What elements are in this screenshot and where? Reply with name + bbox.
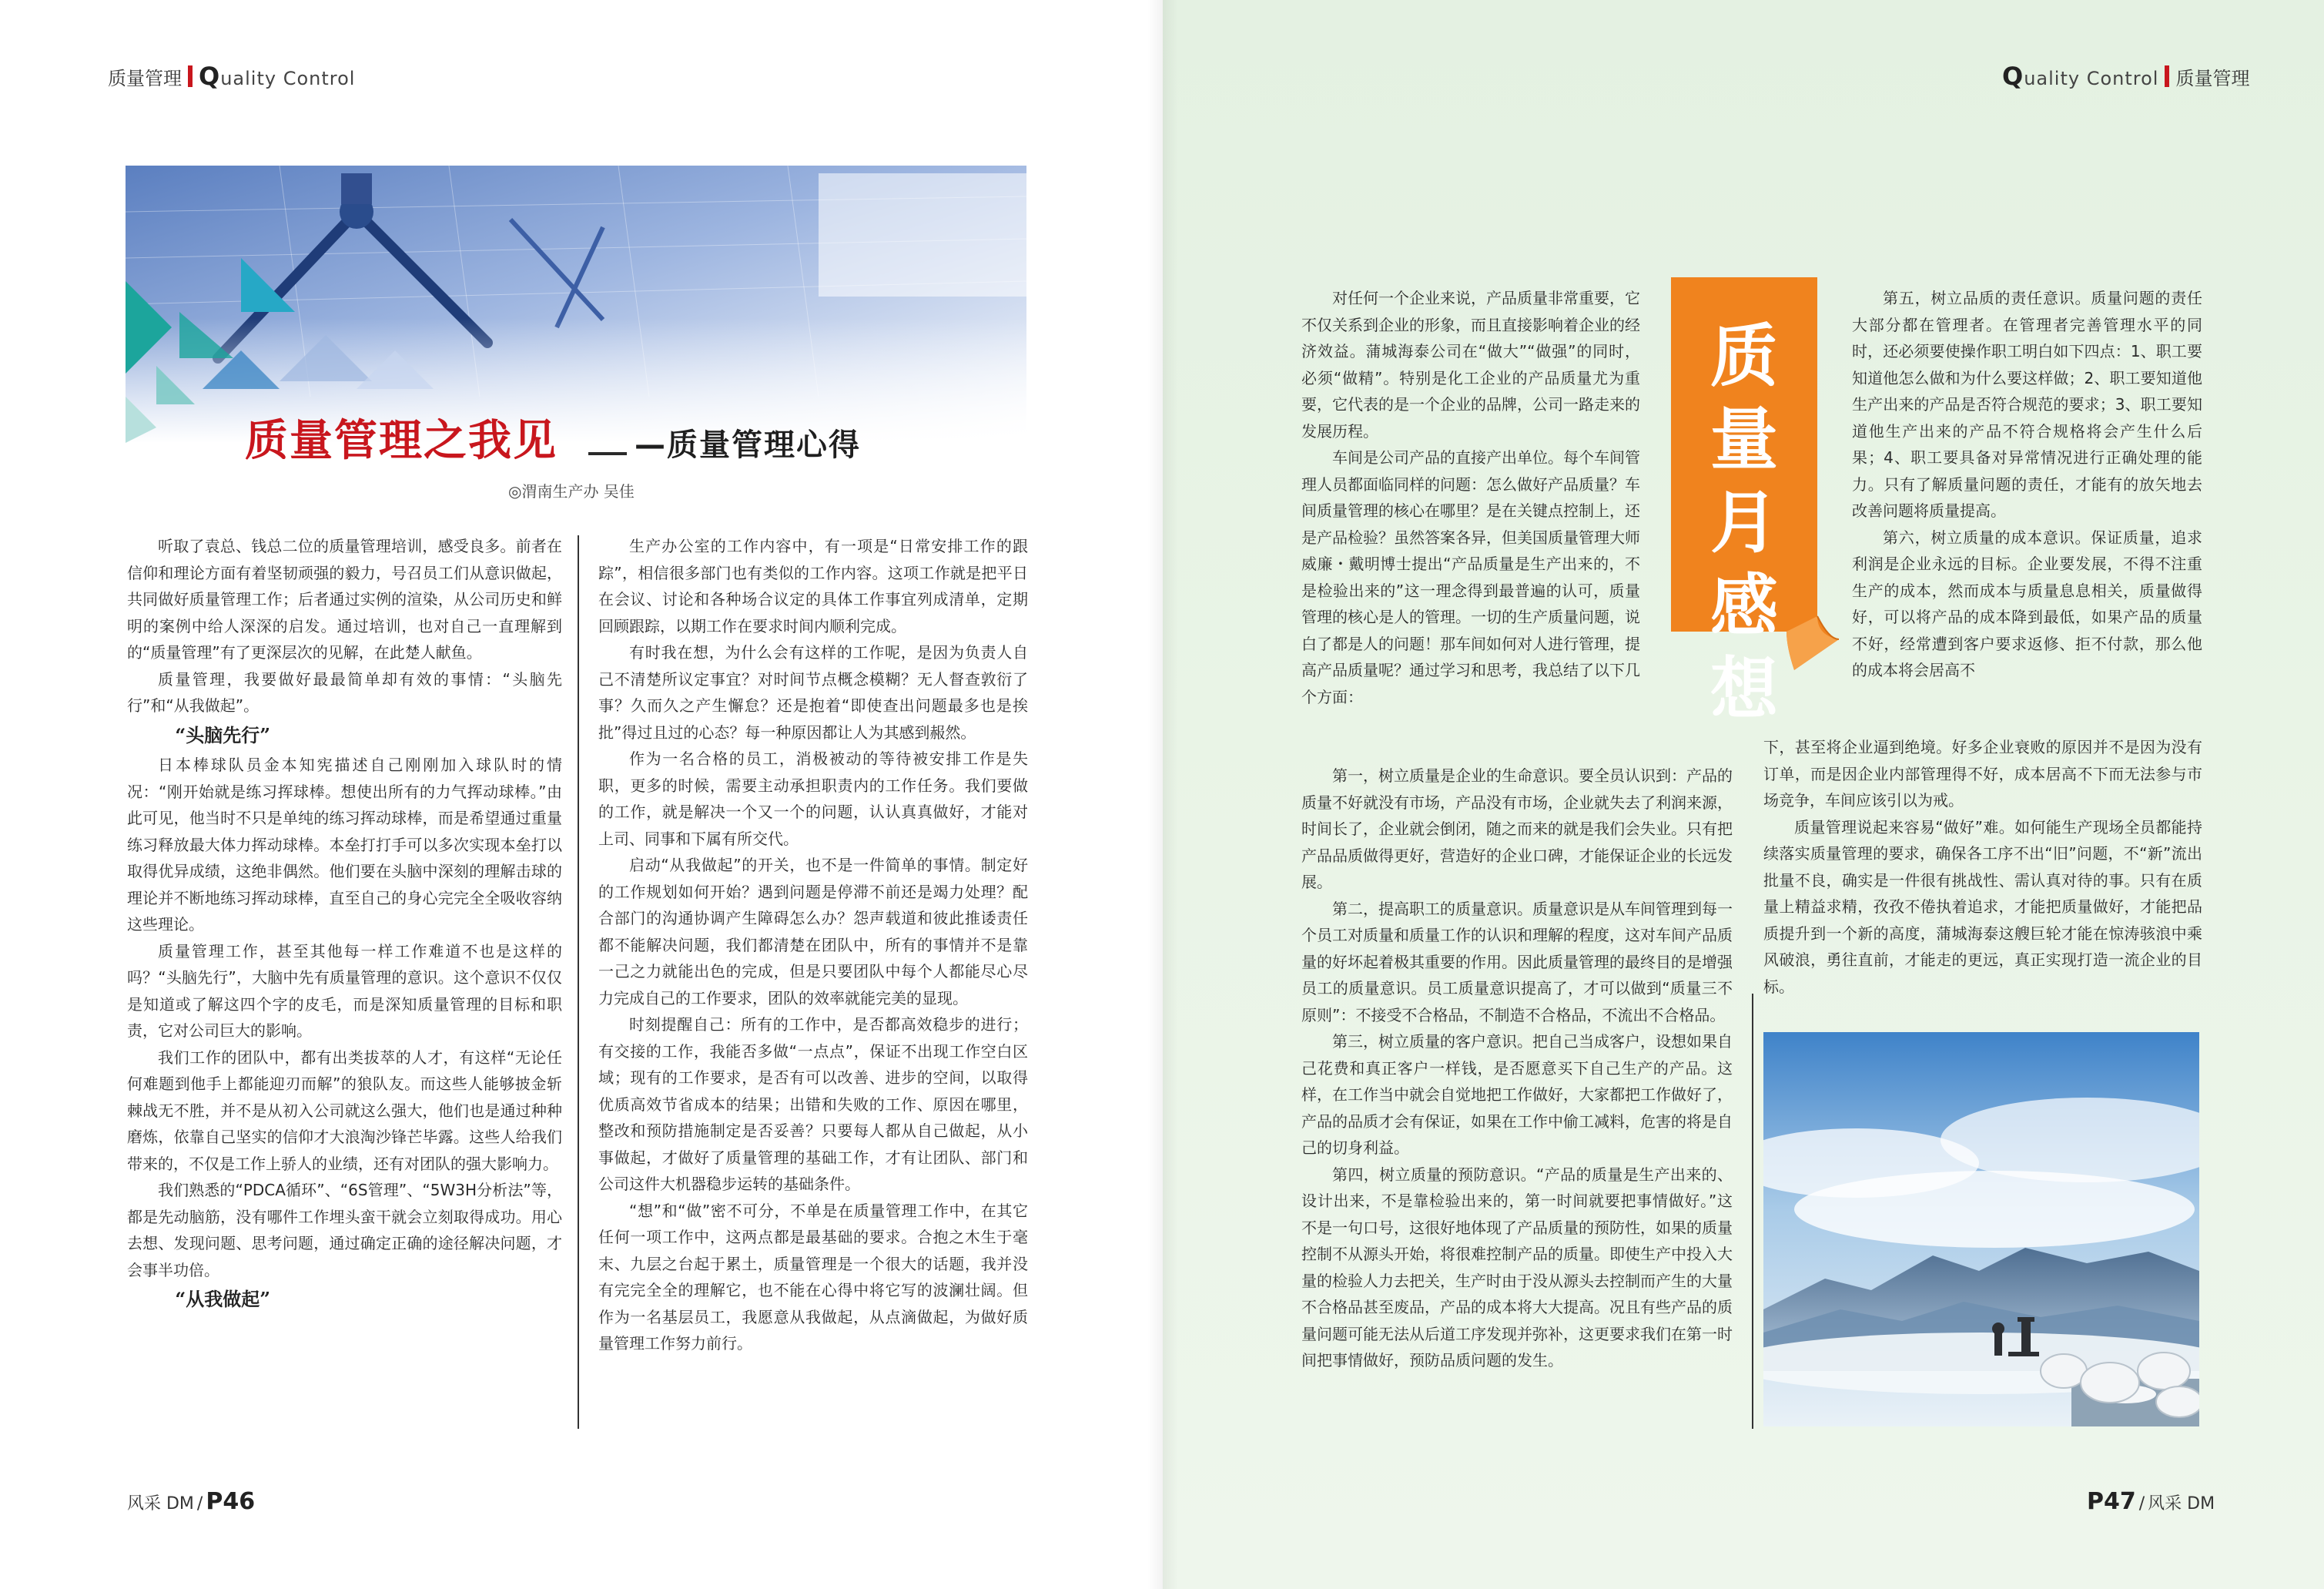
page-number: P47: [2087, 1488, 2136, 1515]
running-head-left: [108, 62, 355, 91]
article-title: 质量管理之我见: [245, 416, 558, 466]
essay-column-2-bottom: [1763, 734, 2202, 1000]
paragraph: 质量管理说起来容易“做好”难。如何能生产现场全员都能持续落实质量管理的要求，确保各工序不出“旧”问题，不“新”流出批量不良，确实是一件很有挑战性、需认真对待的事。只有在质量上精益求精，孜孜不倦执着追求，才能把质量做好，才能把品质提升到一个新的高度，蒲城海泰这艘巨轮才能在惊涛骇浪中乘风破浪，勇往直前，才能走的更远，真正实现打造一流企业的目标。: [1763, 817, 2202, 996]
paragraph: 生产办公室的工作内容中，有一项是“日常安排工作的跟踪”，相信很多部门也有类似的工作内容。这项工作就是把平日在会议、讨论和各种场合议定的具体工作事宜列成清单，定期回顾跟踪，以期工作在要求时间内顺利完成。: [598, 537, 1028, 635]
article-byline: ◎渭南生产办 吴佳: [508, 482, 635, 501]
section-heading: “头脑先行”: [175, 723, 270, 746]
mountain-chess-photo: [1763, 1032, 2199, 1426]
article-banner: [126, 166, 1026, 443]
paragraph: 时刻提醒自己：所有的工作中，是否都高效稳步的进行；有交接的工作，我能否多做“一点点”，保证不出现工作空白区域；现有的工作要求，是否有可以改善、进步的空间，以取得优质高效节省成本的结果；出错和失败的工作、原因在哪里，整改和预防措施制定是否妥善？只要每人都从自己做起，从小事做起，才做好了质量管理的基础工作，才有让团队、部门和公司这件大机器稳步运转的基础条件。: [598, 1015, 1028, 1193]
section-heading: “从我做起”: [175, 1288, 270, 1310]
article-subtitle: —质量管理心得: [635, 427, 861, 463]
article-column-2: [598, 533, 1028, 1357]
article-column-1: [127, 533, 562, 1316]
paragraph: 作为一名合格的员工，消极被动的等待被安排工作是失职，更多的时候，需要主动承担职责内的工作任务。我们要做的工作，就是解决一个又一个的问题，认认真真做好，才能对上司、同事和下属有所交代。: [598, 749, 1028, 848]
essay-column-1-top: [1301, 285, 1640, 710]
column-divider: [578, 535, 579, 1429]
paragraph: 车间是公司产品的直接产出单位。每个车间管理人员都面临同样的问题：怎么做好产品质量？车间质量管理的核心在哪里？是在关键点控制上，还是产品检验？虽然答案各异，但美国质量管理大师威廉・戴明博士提出“产品质量是生产出来的，不是检验出来的”这一理念得到最普遍的认可，质量管理的核心是人的管理。一切的生产质量问题，说白了都是人的问题！那车间如何对人进行管理，提高产品质量呢？通过学习和思考，我总结了以下几个方面：: [1301, 448, 1640, 706]
paragraph: 下，甚至将企业逼到绝境。好多企业衰败的原因并不是因为没有订单，而是因企业内部管理得不好，成本居高不下而无法参与市场竞争，车间应该引以为戒。: [1763, 738, 2202, 810]
tag-title: 质 量 月 感 想: [1710, 316, 1778, 729]
title-dash: [588, 452, 627, 455]
running-head-right: [2002, 62, 2249, 91]
section-label: 质量管理: [2175, 67, 2250, 89]
paragraph: “想”和“做”密不可分，不单是在质量管理工作中，在其它任何一项工作中，这两点都是最基础的要求。合抱之木生于毫末、九层之台起于累土，质量管理是一个很大的话题，我并没有完完全全的理解它，也不能在心得中将它写的波澜壮阔。但作为一名基层员工，我愿意从我做起，从点滴做起，为做好质量管理工作努力前行。: [598, 1201, 1028, 1353]
paragraph: 第二，提高职工的质量意识。质量意识是从车间管理到每一个员工对质量和质量工作的认识和理解的程度，这对车间产品质量的好坏起着极其重要的作用。因此质量管理的最终目的是增强员工的质量意识。员工质量意识提高了，才可以做到“质量三不原则”：不接受不合格品，不制造不合格品，不流出不合格品。: [1301, 899, 1733, 1024]
essay-column-2-top: [1852, 285, 2202, 684]
paragraph: 第四，树立质量的预防意识。“产品的质量是生产出来的、设计出来，不是靠检验出来的，第一时间就要把事情做好。”这不是一句口号，这很好地体现了产品质量的预防性，如果的质量控制不从源头开始，将很难控制产品的质量。即使生产中投入大量的检验人力去把关，生产时由于没从源头去控制而产生的大量不合格品甚至废品，产品的成本将大大提高。况且有些产品的质量问题可能无法从后道工序发现并弥补，这更要求我们在第一时间把事情做好，预防品质问题的发生。: [1301, 1165, 1733, 1369]
spine-shadow: [1147, 0, 1178, 1589]
title-tag: [1671, 277, 1839, 729]
red-bar: [2165, 65, 2169, 87]
compass-blueprint-image: [126, 166, 1026, 443]
paragraph: 第六，树立质量的成本意识。保证质量，追求利润是企业永远的目标。企业要发展，不得不注重生产的成本，然而成本与质量息息相关，质量做得好，可以将产品的成本降到最低，如果产品的质量不好，经常遭到客户要求返修、拒不付款，那么他的成本将会居高不: [1852, 528, 2202, 679]
paragraph: 第五，树立品质的责任意识。质量问题的责任大部分都在管理者。在管理者完善管理水平的同时，还必须要使操作职工明白如下四点：1、职工要知道他怎么做和为什么要这样做；2、职工要知道他生产出来的产品是否符合规范的要求；3、职工要知道他生产出来的产品不符合规格将会产生什么后果；4、职工要具备对异常情况进行正确处理的能力。只有了解质量问题的责任，才能有的放矢地去改善问题将质量提高。: [1852, 289, 2202, 520]
paragraph: 质量管理，我要做好最最简单却有效的事情：“头脑先行”和“从我做起”。: [127, 669, 562, 715]
brand-label: Quality Control: [2002, 62, 2159, 91]
paragraph: 有时我在想，为什么会有这样的工作呢，是因为负责人自己不清楚所议定事宜？对时间节点概念模糊？无人督查敦衍了事？久而久之产生懈怠？还是抱着“即使查出问题最多也是挨批”得过且过的心态？每一种原因都让人为其感到赧然。: [598, 643, 1028, 742]
paragraph: 日本棒球队员金本知宪描述自己刚刚加入球队时的情况：“刚开始就是练习挥球棒。想使出所有的力气挥动球棒。”由此可见，他当时不只是单纯的练习挥动球棒，而是希望通过重量练习释放最大体力挥动球棒。本垒打打手可以多次实现本垒打以取得优异成绩，这绝非偶然。他们要在头脑中深刻的理解击球的理论并不断地练习挥动球棒，直至自己的身心完完全全吸收容纳这些理论。: [127, 756, 562, 934]
paragraph: 对任何一个企业来说，产品质量非常重要，它不仅关系到企业的形象，而且直接影响着企业的经济效益。蒲城海泰公司在“做大”“做强”的同时，必须“做精”。特别是化工企业的产品质量尤为重要，它代表的是一个企业的品牌，公司一路走来的发展历程。: [1301, 289, 1640, 441]
paragraph: 第一，树立质量是企业的生命意识。要全员认识到：产品的质量不好就没有市场，产品没有市场，企业就失去了利润来源，时间长了，企业就会倒闭，随之而来的就是我们会失业。只有把产品品质做得更好，营造好的企业口碑，才能保证企业的长远发展。: [1301, 766, 1733, 891]
paragraph: 我们工作的团队中，都有出类拔萃的人才，有这样“无论任何难题到他手上都能迎刃而解”的狼队友。而这些人能够披金斩棘战无不胜，并不是从初入公司就这么强大，他们也是通过种种磨炼，依靠自己坚实的信仰才大浪淘沙锋芒毕露。这些人给我们带来的，不仅是工作上骄人的业绩，还有对团队的强大影响力。: [127, 1048, 562, 1173]
paragraph: 质量管理工作，甚至其他每一样工作难道不也是这样的吗？“头脑先行”，大脑中先有质量管理的意识。这个意识不仅仅是知道或了解这四个字的皮毛，而是深知质量管理的目标和职责，它对公司巨大的影响。: [127, 941, 562, 1040]
landscape-image: [1763, 1032, 2199, 1426]
column-divider: [1752, 994, 1753, 1429]
magazine-name: 风采 DM: [2148, 1494, 2215, 1514]
folio-right: P47 / 风采 DM: [2087, 1488, 2215, 1515]
magazine-name: 风采 DM: [127, 1494, 194, 1514]
paragraph: 启动“从我做起”的开关，也不是一件简单的事情。制定好的工作规划如何开始？遇到问题是停滞不前还是竭力处理？配合部门的沟通协调产生障碍怎么办？怨声载道和彼此推诿责任都不能解决问题，我们都清楚在团队中，所有的事情并不是靠一己之力就能出色的完成，但是只要团队中每个人都能尽心尽力完成自己的工作要求，团队的效率就能完美的显现。: [598, 856, 1028, 1007]
essay-column-1-bottom: [1301, 763, 1733, 1374]
article-headline: [245, 407, 861, 468]
paragraph: 听取了袁总、钱总二位的质量管理培训，感受良多。前者在信仰和理论方面有着坚韧顽强的毅力，号召员工们从意识做起，共同做好质量管理工作；后者通过实例的渲染，从公司历史和鲜明的案例中给人深深的启发。通过培训，也对自己一直理解到的“质量管理”有了更深层次的见解，在此楚人献鱼。: [127, 537, 562, 662]
brand-label: Quality Control: [199, 62, 356, 91]
paragraph: 第三，树立质量的客户意识。把自己当成客户，设想如果自己花费和真正客户一样钱，是否愿意买下自己生产的产品。这样，在工作当中就会自觉地把工作做好，大家都把工作做好了，产品的品质才会有保证，如果在工作中偷工减料，危害的将是自己的切身利益。: [1301, 1032, 1733, 1157]
page-number: P46: [206, 1488, 256, 1515]
paragraph: 我们熟悉的“PDCA循环”、“6S管理”、“5W3H分析法”等，都是先动脑筋，没有哪件工作埋头蛮干就会立刻取得成功。用心去想、发现问题、思考问题，通过确定正确的途径解决问题，才会事半功倍。: [127, 1181, 562, 1279]
section-label: 质量管理: [108, 67, 182, 89]
folio-left: 风采 DM / P46: [127, 1488, 256, 1515]
red-bar: [188, 65, 193, 87]
